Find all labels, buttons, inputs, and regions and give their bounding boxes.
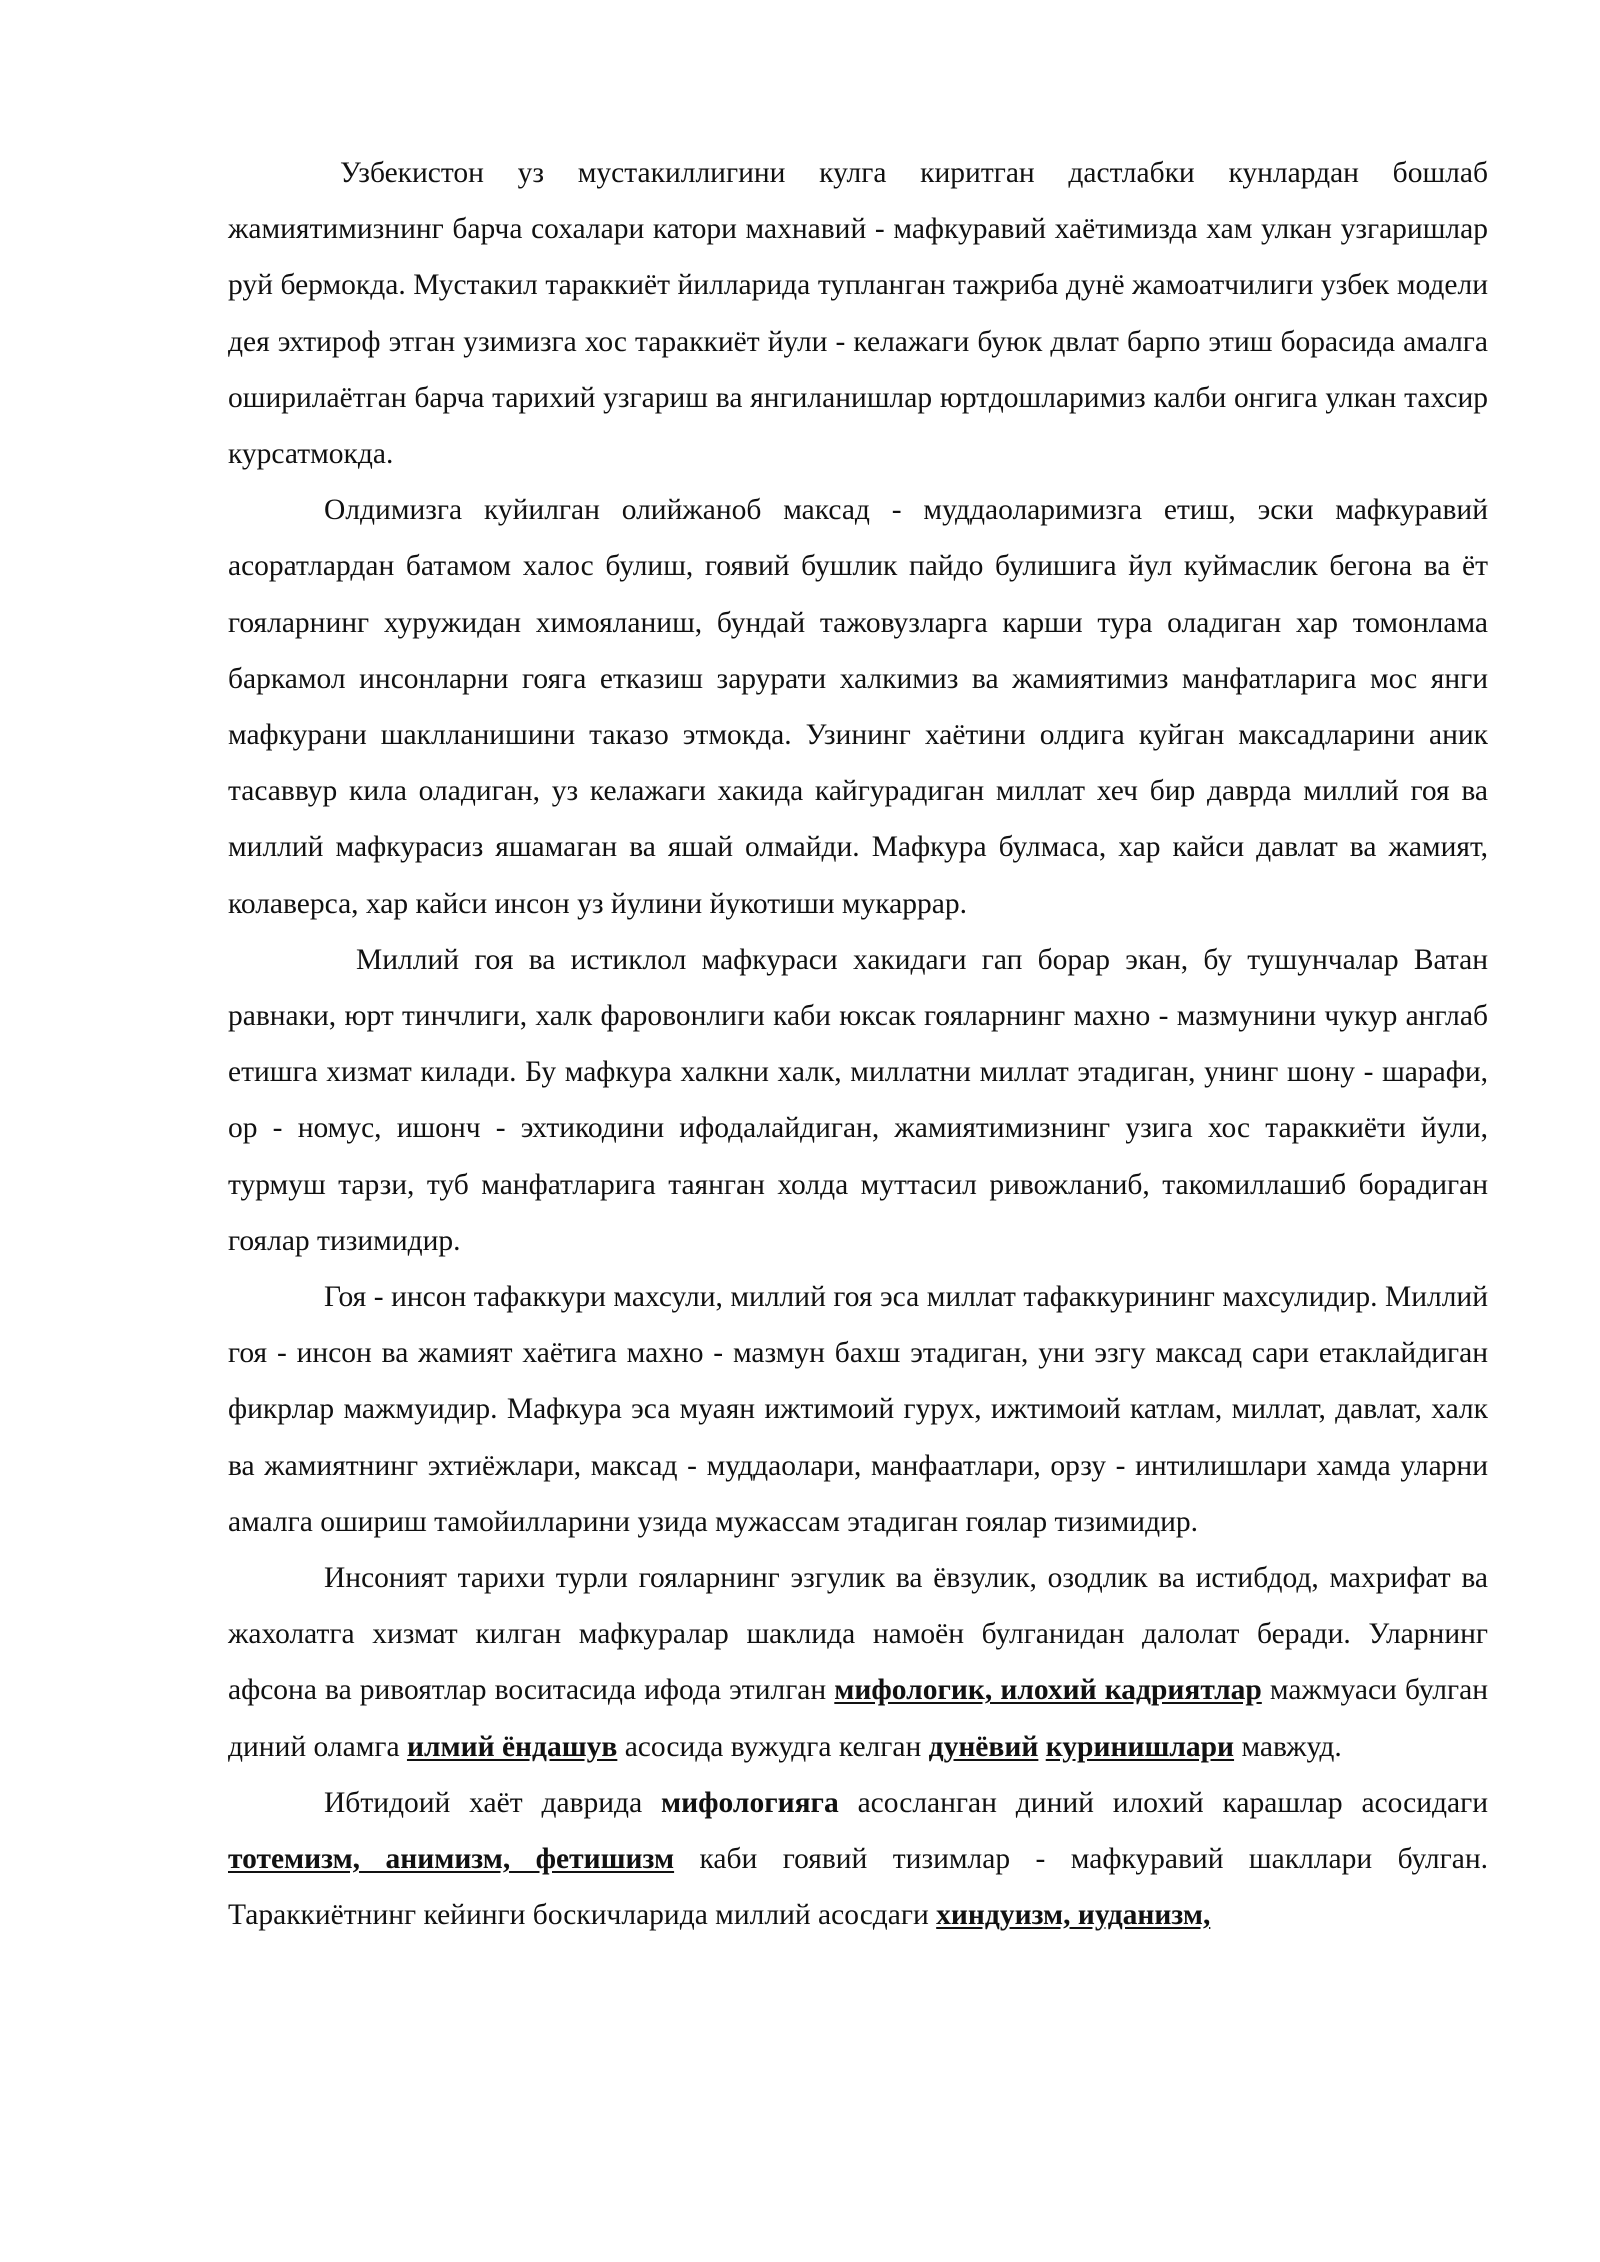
paragraph: [228, 1775, 1488, 1944]
paragraph: [228, 1269, 1488, 1550]
emphasized-term: хиндуизм, иуданизм,: [936, 1899, 1211, 1932]
paragraph: [228, 932, 1488, 1269]
paragraph: [228, 145, 1488, 482]
paragraph-text: асосида вужудга келган: [617, 1730, 929, 1763]
paragraph-text: Миллий гоя ва истиклол мафкураси хакидаги гап борар экан, бу тушунчалар Ватан равнаки, юрт тинчлиги, халк фаровонлиги каби юксак гояларнинг махно - мазмунини чукур англаб етишга хизмат килади. Бу мафкура халкни халк, миллатни миллат этадиган, унинг шону - шарафи, ор - номус, ишонч - эхтикодини ифодалайдиган, жамиятимизнинг узига хос тараккиёти йули, турмуш тарзи, туб манфатларига таянган холда муттасил ривожланиб, такомиллашиб борадиган гоялар тизимидир.: [228, 943, 1488, 1257]
paragraph-text: асосланган диний илохий карашлар асосидаги: [838, 1786, 1489, 1819]
paragraph-text: Ибтидоий хаёт даврида: [324, 1786, 662, 1819]
paragraph-text: [1038, 1731, 1045, 1763]
paragraph-text: Инсоният тарихи турли гояларнинг эзгулик ва ёвзулик, озодлик ва истибдод, махрифат ва жахолатга хизмат килган мафкуралар шаклида намоён булганидан далолат беради. Уларнинг афсона ва ривоятлар воситасида ифода этилган: [228, 1562, 1488, 1707]
paragraph: [228, 1550, 1488, 1775]
paragraph-text: Гоя - инсон тафаккури махсули, миллий гоя эса миллат тафаккурининг махсулидир. Миллий гоя - инсон ва жамият хаётига махно - мазмун бахш этадиган, уни эзгу максад сари етаклайдиган фикрлар мажмуидир. Мафкура эса муаян ижтимоий гурух, ижтимоий катлам, миллат, давлат, халк ва жамиятнинг эхтиёжлари, максад - муддаолари, манфаатлари, орзу - интилишлари хамда уларни амалга ошириш тамойилларини узида мужассам этадиган гоялар тизимидир.: [228, 1281, 1488, 1538]
paragraph-text: мажмуаси булган диний оламга: [228, 1674, 1488, 1763]
emphasized-term: куринишлари: [1045, 1730, 1235, 1763]
paragraph: [228, 482, 1488, 932]
emphasized-term: тотемизм, анимизм, фетишизм: [228, 1843, 675, 1876]
paragraph-text: мавжуд.: [1234, 1730, 1342, 1763]
emphasized-term: илмий ёндашув: [406, 1730, 618, 1763]
emphasized-term: дунёвий: [928, 1730, 1039, 1763]
paragraph-text: каби гоявий тизимлар - мафкуравий шакллари булган. Тараккиётнинг кейинги боскичларида миллий асосдаги: [228, 1843, 1488, 1932]
paragraph-text: Узбекистон уз мустакиллигини кулга киритган дастлабки кунлардан бошлаб жамиятимизнинг барча сохалари катори махнавий - мафкуравий хаётимизда хам улкан узгаришлар руй бермокда. Мустакил тараккиёт йилларида тупланган тажриба дунё жамоатчилиги узбек модели дея эхтироф этган узимизга хос тараккиёт йули - келажаги буюк двлат барпо этиш борасида амалга оширилаётган барча тарихий узгариш ва янгиланишлар юртдошларимиз калби онгига улкан тахсир курсатмокда.: [228, 157, 1488, 471]
paragraph-text: Олдимизга куйилган олийжаноб максад - муддаоларимизга етиш, эски мафкуравий асоратлардан батамом халос булиш, гоявий бушлик пайдо булишига йул куймаслик бегона ва ёт гояларнинг хуружидан химояланиш, бундай тажовузларга карши тура оладиган хар томонлама баркамол инсонларни гояга етказиш зарурати халкимиз ва жамиятимиз манфатларига мос янги мафкурани шаклланишини таказо этмокда. Узининг хаётини олдига куйган максадларини аник тасаввур кила оладиган, уз келажаги хакида кайгурадиган миллат хеч бир даврда миллий гоя ва миллий мафкурасиз яшамаган ва яшай олмайди. Мафкура булмаса, хар кайси давлат ва жамият, колаверса, хар кайси инсон уз йулини йукотиши мукаррар.: [228, 494, 1488, 920]
bold-term: мифологияга: [661, 1786, 839, 1819]
emphasized-term: мифологик, илохий кадриятлар: [834, 1674, 1262, 1707]
document-page: [228, 145, 1488, 1944]
